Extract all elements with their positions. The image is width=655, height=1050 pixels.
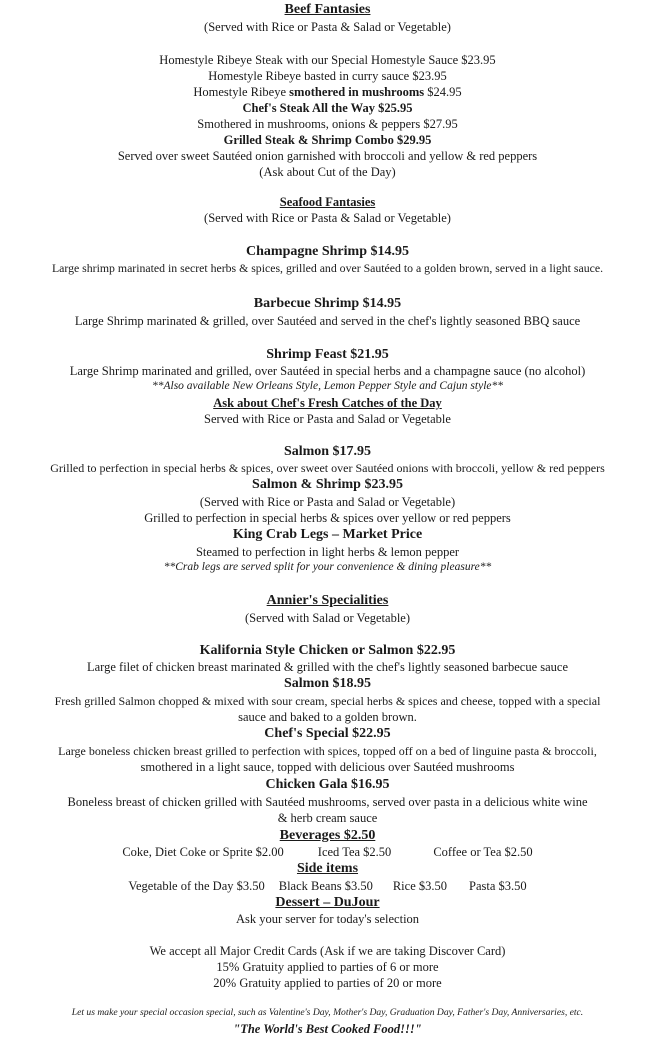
credit-cards-note: We accept all Major Credit Cards (Ask if we are taking Discover Card) [149,944,506,958]
special-occasion-note: Let us make your special occasion special, such as Valentine's Day, Mother's Day, Graduation Day, Father's Day, Anniversaries, etc. [71,1007,584,1018]
beef-item-7: Served over sweet Sautéed onion garnished with broccoli and yellow & red peppers [117,149,538,163]
champagne-shrimp-title: Champagne Shrimp $14.95 [246,244,409,259]
beef-item-2: Homestyle Ribeye basted in curry sauce $23.95 [208,69,447,83]
salmon-title: Salmon $17.95 [283,444,372,459]
beef-item-3: Homestyle Ribeye smothered in mushrooms $24.95 [193,85,462,99]
bbq-shrimp-desc: Large Shrimp marinated & grilled, over Sautéed and served in the chef's lightly seasoned BBQ sauce [74,314,581,328]
beverages-title: Beverages $2.50 [279,828,376,843]
salmon-desc: Grilled to perfection in special herbs & spices, over sweet over Sautéed onions with broccoli, yellow & red peppers [50,461,605,475]
side-item: Rice $3.50 [392,879,448,893]
champagne-shrimp-desc: Large shrimp marinated in secret herbs & spices, grilled and over Sautéed to a golden brown, served in a light sauce. [51,261,604,275]
salmon-special-desc-1: Fresh grilled Salmon chopped & mixed with sour cream, special herbs & spices and cheese, topped with a special [54,694,601,708]
beef-section-title: Beef Fantasies [284,2,371,17]
fresh-catch-desc: Served with Rice or Pasta and Salad or Vegetable [204,412,451,426]
salmon-shrimp-title: Salmon & Shrimp $23.95 [252,477,403,492]
king-crab-title: King Crab Legs – Market Price [232,527,423,542]
beef-item-1: Homestyle Ribeye Steak with our Special Homestyle Sauce $23.95 [159,53,496,67]
chicken-gala-title: Chicken Gala $16.95 [265,777,390,792]
side-item: Black Beans $3.50 [278,879,373,893]
specialities-served-note: (Served with Salad or Vegetable) [245,611,410,625]
beef-item-5: Smothered in mushrooms, onions & peppers $27.95 [197,117,458,131]
specialities-section-title: Annier's Specialities [266,593,389,608]
slogan: "The World's Best Cooked Food!!!" [233,1022,422,1036]
chefs-special-desc-1: Large boneless chicken breast grilled to perfection with spices, topped off on a bed of linguine pasta & broccoli, [58,744,597,758]
beef-served-note: (Served with Rice or Pasta & Salad or Vegetable) [204,20,451,34]
chicken-gala-desc-1: Boneless breast of chicken grilled with Sautéed mushrooms, served over pasta in a delicious white wine [67,795,588,809]
chicken-gala-desc-2: & herb cream sauce [277,811,378,825]
seafood-section-title: Seafood Fantasies [279,195,376,209]
king-crab-note: **Crab legs are served split for your convenience & dining pleasure** [163,561,492,573]
beef-item-8: (Ask about Cut of the Day) [259,165,396,179]
kalifornia-title: Kalifornia Style Chicken or Salmon $22.95 [199,643,456,658]
fresh-catch-title: Ask about Chef's Fresh Catches of the Day [213,396,442,410]
salmon-shrimp-desc: Grilled to perfection in special herbs & spices over yellow or red peppers [144,511,511,525]
shrimp-feast-note: **Also available New Orleans Style, Lemon Pepper Style and Cajun style** [151,380,503,392]
shrimp-feast-desc: Large Shrimp marinated and grilled, over Sautéed in special herbs and a champagne sauce (no alcohol) [69,364,586,378]
beverage-item: Coke, Diet Coke or Sprite $2.00 [122,845,284,859]
salmon-special-desc-2: sauce and baked to a golden brown. [238,710,417,724]
gratuity-note-2: 20% Gratuity applied to parties of 20 or more [213,976,442,990]
dessert-desc: Ask your server for today's selection [235,912,420,926]
chefs-special-title: Chef's Special $22.95 [264,726,391,741]
side-item: Vegetable of the Day $3.50 [128,879,265,893]
salmon-shrimp-served: (Served with Rice or Pasta and Salad or Vegetable) [199,495,456,509]
seafood-served-note: (Served with Rice or Pasta & Salad or Vegetable) [204,211,451,225]
bbq-shrimp-title: Barbecue Shrimp $14.95 [253,296,402,311]
dessert-title: Dessert – DuJour [275,895,380,910]
beverages-row [0,845,655,860]
kalifornia-desc: Large filet of chicken breast marinated & grilled with the chef's lightly seasoned barbecue sauce [87,660,568,674]
beverage-item: Iced Tea $2.50 [317,845,392,859]
beef-item-6: Grilled Steak & Shrimp Combo $29.95 [223,133,432,147]
gratuity-note-1: 15% Gratuity applied to parties of 6 or more [216,960,439,974]
beef-item-4: Chef's Steak All the Way $25.95 [242,101,413,115]
sides-title: Side items [296,861,359,876]
king-crab-desc: Steamed to perfection in light herbs & lemon pepper [195,545,460,559]
shrimp-feast-title: Shrimp Feast $21.95 [266,347,389,362]
chefs-special-desc-2: smothered in a light sauce, topped with delicious over Sautéed mushrooms [140,760,515,774]
side-item: Pasta $3.50 [469,879,527,893]
beverage-item: Coffee or Tea $2.50 [433,845,533,859]
sides-row [0,879,655,894]
salmon-special-title: Salmon $18.95 [283,676,372,691]
